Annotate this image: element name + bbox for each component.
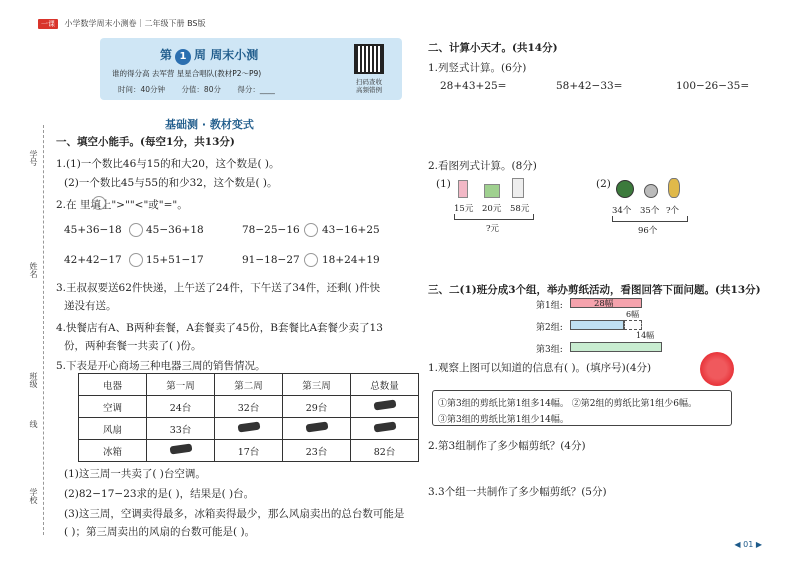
total-bracket [612,216,688,222]
part1-title: 一、填空小能手。(每空1分，共13分) [56,136,235,148]
crayons-icon [484,184,500,198]
table-header: 电器 [79,374,147,396]
part2-q2: 2.看图列式计算。(8分) [428,160,537,172]
part2-q1: 1.列竖式计算。(6分) [428,62,527,74]
ink-smudge [169,444,192,455]
ink-smudge [373,422,396,433]
exam-meta [118,84,289,95]
expr-4: 43−16+25 [322,224,380,236]
dashed-gap [624,320,642,330]
q3-line2: 递没有送。 [64,300,117,312]
table-header: 第二周 [215,374,283,396]
paper-flower-icon [700,352,734,386]
expr-6: 15+51−17 [146,254,204,266]
bar-label-14: 14幅 [636,331,655,340]
bar-label-28: 28幅 [594,299,614,309]
sales-table [78,373,419,462]
part2-title: 二、计算小天才。(共14分) [428,42,558,54]
table-cell: 29台 [283,396,351,418]
q2: 2.在 里填上">""<"或"="。 [56,199,188,211]
table-cell-redacted [351,396,419,418]
page-number: ◀ 01 ▶ [734,540,762,549]
q5-sub2: (2)82−17−23求的是( )，结果是( )台。 [64,488,255,500]
q1b: (2)一个数比45与55的和少32，这个数是( )。 [64,177,278,189]
info-line-2: ③第3组的剪纸比第1组少14幅。 [438,415,569,425]
watermelon-icon [616,180,634,198]
expr-7: 91−18−27 [242,254,300,266]
brand-tag: 一课 [38,19,58,29]
table-cell-redacted [147,440,215,462]
answer-circle[interactable] [304,253,318,267]
answer-circle[interactable] [92,196,106,210]
week-title: 第 1 周 周末小测 [160,46,258,65]
table-cell: 冰箱 [79,440,147,462]
qr-code-icon[interactable] [354,44,384,74]
info-line-1: ①第3组的剪纸比第1组多14幅。 ②第2组的剪纸比第1组少6幅。 [438,399,697,409]
ink-smudge [237,422,260,433]
part3-title: 三、二(1)班分成3个组，举办剪纸活动，看图回答下面问题。(共13分) [428,284,761,296]
bar-label-6: 6幅 [626,310,640,319]
table-cell-redacted [283,418,351,440]
price-1: 15元 [454,204,474,214]
table-header: 总数量 [351,374,419,396]
table-header: 第一周 [147,374,215,396]
glue-icon [458,180,468,198]
got-label: 得分：____ [237,85,275,94]
calc-1: 28+43+25= [440,80,507,92]
group-3-label: 第3组: [536,345,563,355]
answer-circle[interactable] [129,253,143,267]
count-2: 35个 [640,206,660,216]
calc-2: 58+42−33= [556,80,623,92]
table-cell: 32台 [215,396,283,418]
table-cell: 33台 [147,418,215,440]
table-row [79,396,419,418]
table-header-row [79,374,419,396]
expr-5: 42+42−17 [64,254,122,266]
cut-line-label: 线 [29,420,38,428]
q5: 5.下表是开心商场三种电器三周的销售情况。 [56,360,266,372]
group2-label: (2) [596,178,611,190]
table-cell: 23台 [283,440,351,462]
g1-total: ?元 [486,224,500,234]
q5-sub3-line2: ( )；第三周卖出的风扇的台数可能是( )。 [64,526,256,538]
count-3: ?个 [666,206,680,216]
title-banner [100,38,402,100]
group1-label: (1) [436,178,451,190]
q3-line1: 3.王叔叔要送62件快递，上午送了24件，下午送了34件，还剩( )件快 [56,282,381,294]
score-label: 分值：80分 [181,85,221,94]
count-1: 34个 [612,206,632,216]
group-1-label: 第1组: [536,301,563,311]
g2-total: 96个 [638,226,658,236]
week-number-badge: 1 [175,49,191,65]
part3-q2: 2.第3组制作了多少幅剪纸？(4分) [428,440,586,452]
table-cell: 风扇 [79,418,147,440]
student-id-label: 学号 [29,150,38,166]
table-cell: 82台 [351,440,419,462]
part3-q1: 1.观察上图可以知道的信息有( )。(填序号)(4分) [428,362,652,374]
bar-group-2 [570,320,624,330]
table-cell-redacted [351,418,419,440]
page-header [38,18,206,29]
calc-3: 100−26−35= [676,80,750,92]
table-row [79,440,419,462]
bottle-icon [512,178,524,198]
apple-icon [644,184,658,198]
table-cell: 空调 [79,396,147,418]
group-2-label: 第2组: [536,323,563,333]
pineapple-icon [668,178,680,198]
q5-sub1: (1)这三周一共卖了( )台空调。 [64,468,206,480]
series-title: 小学数学周末小测卷｜二年级下册 BS版 [64,19,206,28]
lesson-topics: 谁的得分高 去军营 星星合唱队(教材P2～P9) [112,69,262,78]
time-label: 时间：40分钟 [118,85,166,94]
q4-line2: 份，两种套餐一共卖了( )份。 [64,340,202,352]
table-cell-redacted [215,418,283,440]
table-header: 第三周 [283,374,351,396]
bar-group-3 [570,342,662,352]
price-2: 20元 [482,204,502,214]
expr-8: 18+24+19 [322,254,380,266]
ink-smudge [373,400,396,411]
name-label: 姓名 [29,262,38,278]
q1a: 1.(1)一个数比46与15的和大20，这个数是( )。 [56,158,280,170]
price-3: 58元 [510,204,530,214]
total-bracket [454,214,534,220]
part3-q3: 3.3个组一共制作了多少幅剪纸？(5分) [428,486,607,498]
q4-line1: 4.快餐店有A、B两种套餐，A套餐卖了45份，B套餐比A套餐少卖了13 [56,322,383,334]
table-cell: 17台 [215,440,283,462]
class-label: 班级 [29,372,38,388]
table-row [79,418,419,440]
q5-sub3-line1: (3)这三周，空调卖得最多，冰箱卖得最少，那么风扇卖出的总台数可能是 [64,508,405,520]
expr-1: 45+36−18 [64,224,122,236]
answer-circle[interactable] [129,223,143,237]
section-title: 基础测 · 教材变式 [165,118,254,131]
qr-caption: 扫码查收 高频错例 [356,78,382,94]
answer-circle[interactable] [304,223,318,237]
school-label: 学校 [29,488,38,504]
expr-2: 45−36+18 [146,224,204,236]
table-cell: 24台 [147,396,215,418]
expr-3: 78−25−16 [242,224,300,236]
ink-smudge [305,422,328,433]
binding-margin [30,125,44,535]
